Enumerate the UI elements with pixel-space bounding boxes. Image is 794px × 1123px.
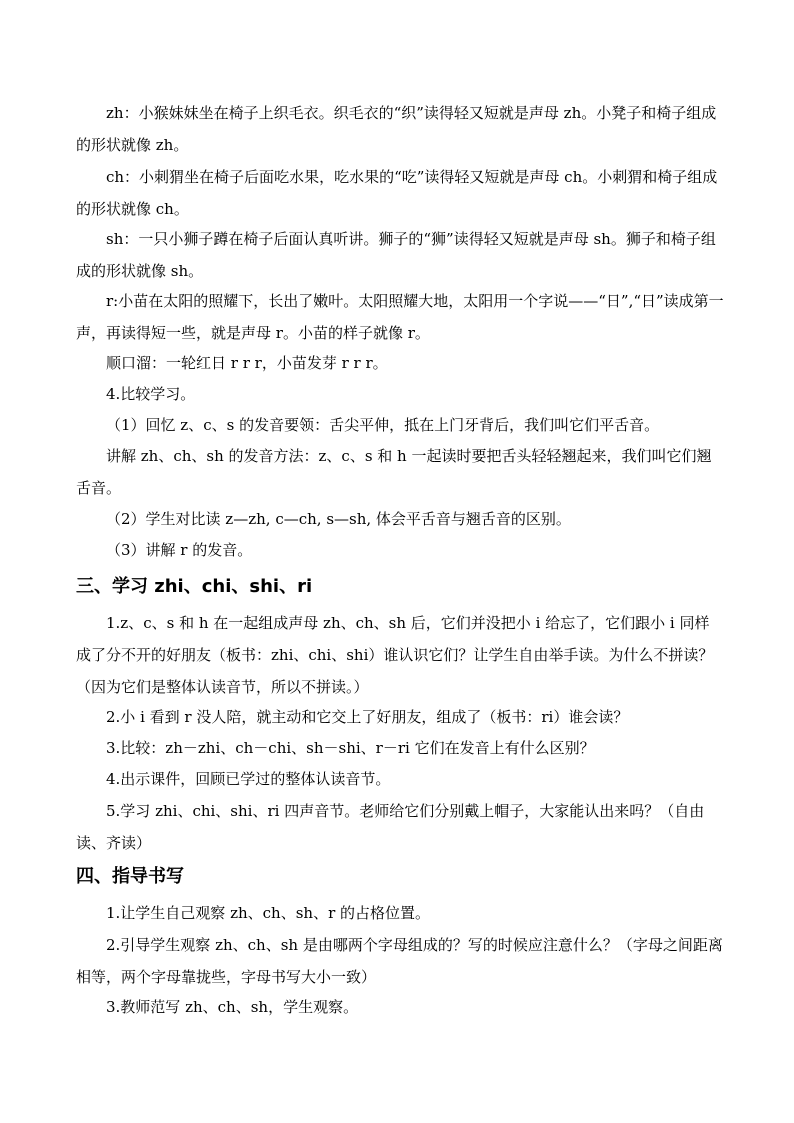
paragraph-explain: 讲解 zh、ch、sh 的发音方法：z、c、s 和 h 一起读时要把舌头轻轻翘起来，我们叫它们翘舌音。 — [76, 447, 712, 497]
paragraph-sh: sh：一只小狮子蹲在椅子后面认真听讲。狮子的“狮”读得轻又短就是声母 sh。狮子和椅子组成的形状就像 sh。 — [76, 230, 716, 280]
paragraph-compare-title: 4.比较学习。 — [106, 385, 196, 403]
paragraph-zh: zh：小猴妹妹坐在椅子上织毛衣。织毛衣的“织”读得轻又短就是声母 zh。小凳子和椅子组成的形状就像 zh。 — [76, 104, 717, 154]
paragraph-4-2: 2.引导学生观察 zh、ch、sh 是由哪两个字母组成的？写的时候应注意什么？（字母之间距离相等，两个字母靠拢些，字母书写大小一致） — [76, 936, 723, 986]
paragraph-4-3: 3.教师范写 zh、ch、sh，学生观察。 — [106, 998, 359, 1016]
paragraph-4-1: 1.让学生自己观察 zh、ch、sh、r 的占格位置。 — [106, 904, 431, 922]
section-heading-4: 四、指导书写 — [76, 866, 184, 887]
paragraph-compare-3: （3）讲解 r 的发音。 — [106, 541, 253, 559]
paragraph-compare-2: （2）学生对比读 z—zh, c—ch, s—sh, 体会平舌音与翘舌音的区别。 — [106, 510, 571, 528]
paragraph-3-2: 2.小 i 看到 r 没人陪，就主动和它交上了好朋友，组成了（板书：ri）谁会读？ — [106, 708, 629, 726]
section-heading-3: 三、学习 zhi、chi、shi、ri — [76, 576, 313, 597]
paragraph-3-3: 3.比较：zh－zhi、ch－chi、sh－shi、r－ri 它们在发音上有什么区别？ — [106, 739, 595, 757]
paragraph-3-5: 5.学习 zhi、chi、shi、ri 四声音节。老师给它们分别戴上帽子，大家能认出来吗？（自由读、齐读） — [76, 802, 705, 852]
paragraph-compare-1: （1）回忆 z、c、s 的发音要领：舌尖平伸，抵在上门牙背后，我们叫它们平舌音。 — [106, 416, 660, 434]
paragraph-r: r:小苗在太阳的照耀下，长出了嫩叶。太阳照耀大地，太阳用一个字说——“日”,“日”读成第一声，再读得短一些，就是声母 r。小苗的样子就像 r。 — [76, 292, 724, 342]
paragraph-rhyme: 顺口溜：一轮红日 r r r，小苗发芽 r r r。 — [106, 354, 388, 372]
paragraph-3-1: 1.z、c、s 和 h 在一起组成声母 zh、ch、sh 后，它们并没把小 i 给忘了，它们跟小 i 同样成了分不开的好朋友（板书：zhi、chi、shi）谁认识它们？让学生自由举手读。为什么不拼读？（因为它们是整体认读音节，所以不拼读。） — [76, 614, 714, 696]
paragraph-ch: ch：小刺猬坐在椅子后面吃水果，吃水果的“吃”读得轻又短就是声母 ch。小刺猬和椅子组成的形状就像 ch。 — [76, 168, 718, 218]
paragraph-3-4: 4.出示课件，回顾已学过的整体认读音节。 — [106, 770, 391, 788]
